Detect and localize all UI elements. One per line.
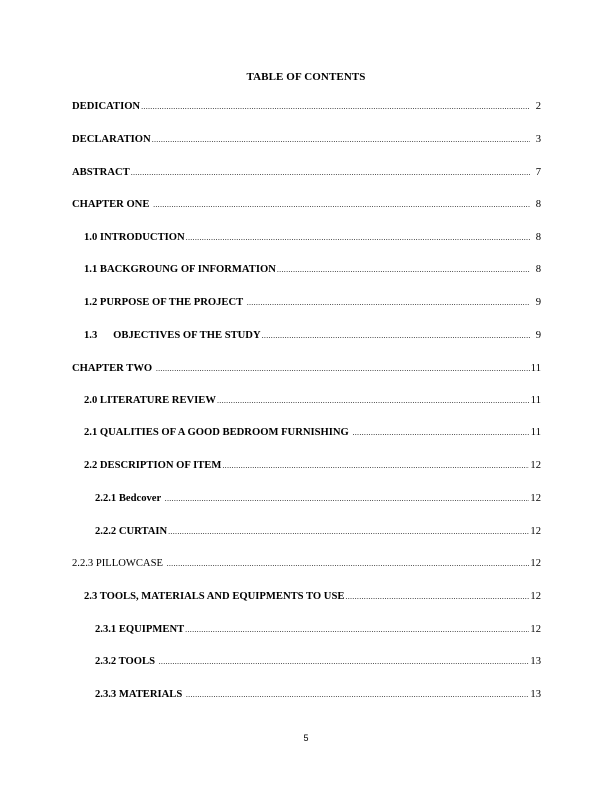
dot-leader (345, 590, 529, 603)
toc-entry-page: 8 (535, 264, 541, 275)
dot-leader (352, 426, 529, 439)
toc-entry-page: 11 (530, 363, 541, 374)
dot-leader (217, 394, 530, 407)
toc-entry-pillowcase[interactable] (72, 557, 541, 570)
toc-entry-page: 9 (535, 330, 541, 341)
toc-entry-introduction[interactable] (84, 231, 541, 244)
toc-entry-tools-materials-equipments[interactable] (84, 590, 541, 603)
dot-leader (159, 655, 530, 668)
toc-entry-label: DEDICATION (72, 101, 141, 112)
toc-entry-page: 12 (530, 493, 541, 504)
toc-entry-dedication[interactable] (72, 100, 541, 113)
toc-entry-description-of-item[interactable] (84, 459, 541, 472)
toc-entry-label: 2.3.3 MATERIALS (95, 689, 185, 700)
toc-entry-bedcover[interactable] (95, 492, 541, 505)
toc-entry-page: 11 (530, 427, 541, 438)
toc-entry-label: 2.2.2 CURTAIN (95, 526, 168, 537)
toc-entry-qualities[interactable] (84, 426, 541, 439)
toc-entry-page: 2 (535, 101, 541, 112)
toc-entry-page: 12 (530, 558, 541, 569)
toc-entry-page: 8 (535, 232, 541, 243)
toc-entry-background[interactable] (84, 263, 541, 276)
toc-entry-page: 12 (530, 624, 541, 635)
page-number: 5 (303, 733, 309, 743)
toc-entry-objectives[interactable] (84, 329, 541, 342)
toc-entry-page: 3 (535, 134, 541, 145)
toc-entry-chapter-two[interactable] (72, 362, 541, 375)
toc-entry-label: 2.2.1 Bedcover (95, 493, 164, 504)
toc-entry-label: 1.3 OBJECTIVES OF THE STUDY (84, 330, 261, 341)
dot-leader (168, 525, 529, 538)
toc-entry-label: 2.0 LITERATURE REVIEW (84, 395, 216, 406)
dot-leader (222, 459, 529, 472)
dot-leader (185, 623, 529, 636)
toc-entry-page: 12 (530, 460, 541, 471)
toc-entry-page: 7 (535, 167, 541, 178)
toc-entry-page: 12 (530, 526, 541, 537)
dot-leader (131, 166, 530, 179)
toc-entry-page: 8 (535, 199, 541, 210)
toc-entry-label: 2.2.3 PILLOWCASE (72, 558, 166, 569)
toc-entry-label: CHAPTER ONE (72, 199, 153, 210)
toc-entry-tools[interactable] (95, 655, 541, 668)
toc-entry-page: 11 (530, 395, 541, 406)
toc-entry-label: 2.3.1 EQUIPMENT (95, 624, 185, 635)
toc-entry-label: 1.2 PURPOSE OF THE PROJECT (84, 297, 246, 308)
toc-entry-curtain[interactable] (95, 525, 541, 538)
dot-leader (141, 100, 530, 113)
toc-entry-page: 12 (530, 591, 541, 602)
toc-entry-label: 2.1 QUALITIES OF A GOOD BEDROOM FURNISHING (84, 427, 352, 438)
dot-leader (186, 231, 530, 244)
toc-entry-label: CHAPTER TWO (72, 363, 155, 374)
dot-leader (152, 133, 530, 146)
toc-title: TABLE OF CONTENTS (246, 71, 366, 83)
toc-entry-label: 2.3 TOOLS, MATERIALS AND EQUIPMENTS TO USE (84, 591, 345, 602)
toc-entry-page: 13 (530, 656, 541, 667)
dot-leader (167, 557, 530, 570)
dot-leader (156, 362, 530, 375)
toc-entry-label: ABSTRACT (72, 167, 130, 178)
toc-entry-label: 1.1 BACKGROUNG OF INFORMATION (84, 264, 276, 275)
toc-entry-purpose[interactable] (84, 296, 541, 309)
toc-entry-page: 9 (535, 297, 541, 308)
toc-entry-abstract[interactable] (72, 166, 541, 179)
dot-leader (247, 296, 530, 309)
toc-entry-label: 2.3.2 TOOLS (95, 656, 158, 667)
toc-entry-label: 1.0 INTRODUCTION (84, 232, 185, 243)
dot-leader (277, 263, 530, 276)
toc-entry-declaration[interactable] (72, 133, 541, 146)
toc-entry-literature-review[interactable] (84, 394, 541, 407)
dot-leader (153, 198, 530, 211)
toc-entry-materials[interactable] (95, 688, 541, 701)
toc-entry-page: 13 (530, 689, 541, 700)
toc-entry-label: 2.2 DESCRIPTION OF ITEM (84, 460, 222, 471)
dot-leader (165, 492, 530, 505)
toc-entry-chapter-one[interactable] (72, 198, 541, 211)
dot-leader (186, 688, 530, 701)
toc-entry-label: DECLARATION (72, 134, 151, 145)
toc-entry-equipment[interactable] (95, 623, 541, 636)
dot-leader (262, 329, 530, 342)
